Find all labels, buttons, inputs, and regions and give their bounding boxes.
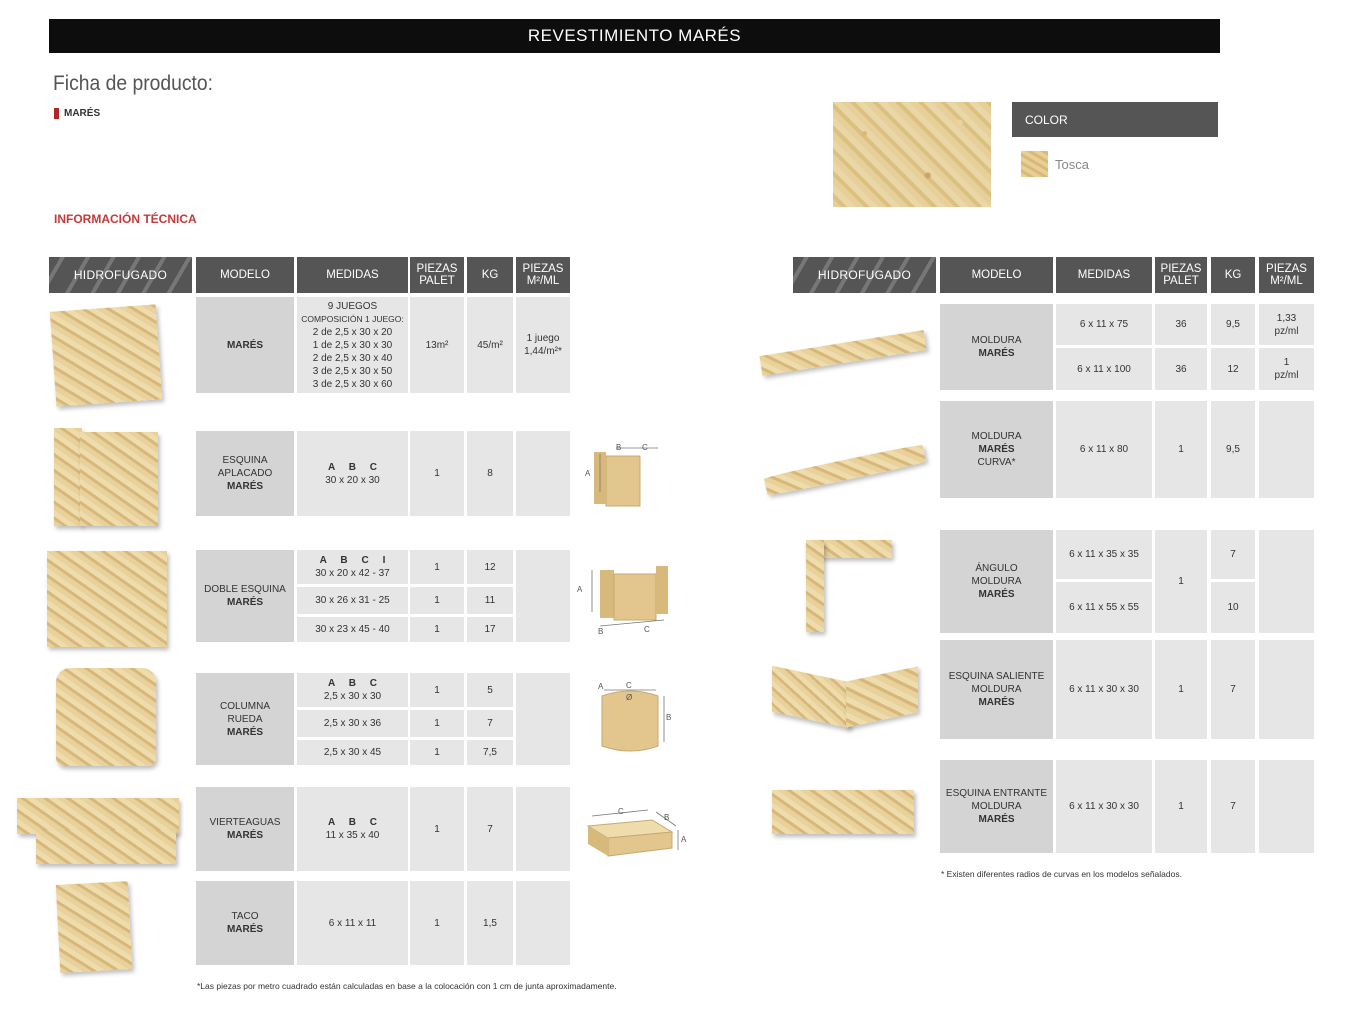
medidas-taco: 6 x 11 x 11: [297, 881, 408, 965]
palet-entrante: 1: [1155, 760, 1207, 853]
kg-angulo-1: 7: [1211, 530, 1255, 579]
header-piezas-m2: [516, 257, 570, 293]
diagram-label: A: [598, 682, 604, 691]
header-text: PALET: [1163, 275, 1199, 287]
diagram-label: C: [644, 625, 650, 634]
text: 11 x 35 x 40: [325, 830, 380, 841]
m2-moldura-1: [1259, 304, 1314, 345]
text: ESQUINA ENTRANTE: [945, 788, 1048, 799]
m2-taco: [516, 881, 570, 965]
red-marker-icon: [54, 108, 59, 119]
medidas-columna-3: 2,5 x 30 x 45: [297, 740, 408, 765]
medidas-columna-2: 2,5 x 30 x 36: [297, 710, 408, 737]
text: 9 JUEGOS: [327, 300, 378, 312]
header-medidas-right: MEDIDAS: [1056, 257, 1152, 293]
model-vierteaguas: [196, 787, 294, 871]
medidas-doble-3: 30 x 23 x 45 - 40: [297, 617, 408, 642]
kg-doble-1: 12: [467, 550, 513, 584]
text: MOLDURA: [971, 801, 1022, 812]
model-angulo: [940, 530, 1053, 633]
text: MARÉS: [978, 697, 1015, 708]
diagram-label: B: [616, 443, 622, 452]
kg-entrante: 7: [1211, 760, 1255, 853]
text: MARÉS: [226, 924, 264, 935]
diagram-label: A: [577, 585, 583, 594]
diagram-vierteaguas: [582, 804, 690, 864]
m2-saliente: [1259, 640, 1314, 739]
product-image-moldura-curva: [764, 443, 927, 496]
model-moldura: [940, 304, 1053, 390]
text: APLACADO: [217, 468, 273, 479]
medidas-saliente: 6 x 11 x 30 x 30: [1056, 640, 1152, 739]
palet-vierteaguas: 1: [410, 787, 464, 871]
kg-vierteaguas: 7: [467, 787, 513, 871]
product-image-entrante: [772, 790, 914, 834]
m2-moldura-2: [1259, 348, 1314, 390]
text: MARÉS: [226, 597, 264, 608]
text: MOLDURA: [971, 431, 1022, 442]
text: 2,5 x 30 x 30: [323, 691, 382, 702]
palet-columna-1: 1: [410, 673, 464, 707]
header-text: PALET: [419, 275, 455, 287]
ficha-item: [54, 108, 100, 119]
model-doble-esquina: [196, 550, 294, 642]
medidas-moldura-2: 6 x 11 x 100: [1056, 348, 1152, 390]
text: 30 x 20 x 42 - 37: [315, 568, 390, 579]
kg-moldura-1: 9,5: [1211, 304, 1255, 345]
medidas-doble-2: 30 x 26 x 31 - 25: [297, 587, 408, 614]
diagram-label: B: [598, 627, 604, 636]
palet-columna-2: 1: [410, 710, 464, 737]
kg-columna-3: 7,5: [467, 740, 513, 765]
product-image-saliente-left: [772, 666, 850, 729]
palet-doble-2: 1: [410, 587, 464, 614]
text: MOLDURA: [971, 576, 1022, 587]
diagram-label: C: [642, 443, 648, 452]
text: A B C: [327, 678, 378, 689]
text: MARÉS: [226, 481, 264, 492]
kg-doble-3: 17: [467, 617, 513, 642]
model-mares: MARÉS: [196, 297, 294, 393]
medidas-moldura-1: 6 x 11 x 75: [1056, 304, 1152, 345]
text: MOLDURA: [971, 335, 1022, 346]
footnote-left: *Las piezas por metro cuadrado están calculadas en base a la colocación con 1 cm de junta aproximadamente.: [197, 981, 617, 991]
model-taco: [196, 881, 294, 965]
text: 3 de 2,5 x 30 x 60: [312, 378, 393, 390]
kg-columna-2: 7: [467, 710, 513, 737]
model-columna: [196, 673, 294, 765]
text: 1: [1283, 357, 1290, 368]
footnote-right: * Existen diferentes radios de curvas en los modelos señalados.: [941, 869, 1182, 879]
medidas-angulo-2: 6 x 11 x 55 x 55: [1056, 582, 1152, 633]
text: MARÉS: [978, 444, 1015, 455]
kg-saliente: 7: [1211, 640, 1255, 739]
palet-saliente: 1: [1155, 640, 1207, 739]
medidas-esquina: [297, 431, 408, 516]
diagram-label: A: [585, 469, 591, 478]
color-header: COLOR: [1012, 102, 1218, 137]
header-text: PIEZAS: [1266, 263, 1307, 275]
text: MARÉS: [226, 830, 264, 841]
m2-doble: [516, 550, 570, 642]
header-kg: KG: [467, 257, 513, 293]
ficha-item-label: MARÉS: [64, 108, 101, 119]
product-image-columna: [56, 668, 156, 766]
kg-moldura-curva: 9,5: [1211, 401, 1255, 498]
info-title: INFORMACIÓN TÉCNICA: [54, 212, 197, 226]
header-text: M²/ML: [1270, 275, 1303, 287]
kg-esquina: 8: [467, 431, 513, 516]
text: 3 de 2,5 x 30 x 50: [312, 365, 393, 377]
model-saliente: [940, 640, 1053, 739]
product-image-mares: [50, 304, 162, 406]
header-kg-right: KG: [1211, 257, 1255, 293]
diagram-label: B: [664, 813, 670, 822]
product-image-vierteaguas: [36, 830, 176, 864]
medidas-mares: [297, 297, 408, 393]
product-image-esquina-side: [54, 428, 82, 526]
page-banner: REVESTIMIENTO MARÉS: [49, 19, 1220, 53]
medidas-entrante: 6 x 11 x 30 x 30: [1056, 760, 1152, 853]
m2-esquina: [516, 431, 570, 516]
palet-moldura-1: 36: [1155, 304, 1207, 345]
text: VIERTEAGUAS: [209, 817, 281, 828]
m2-mares: [516, 297, 570, 393]
header-modelo: MODELO: [196, 257, 294, 293]
diagram-columna: [594, 680, 676, 758]
text: CURVA*: [977, 457, 1016, 468]
palet-angulo: 1: [1155, 530, 1207, 633]
text: pz/ml: [1274, 325, 1299, 337]
text: A B C: [327, 461, 378, 473]
palet-esquina: 1: [410, 431, 464, 516]
text: MARÉS: [978, 348, 1015, 359]
palet-mares: 13m²: [410, 297, 464, 393]
text: 1 de 2,5 x 30 x 30: [312, 339, 393, 351]
text: COMPOSICIÓN 1 JUEGO:: [301, 313, 404, 324]
text: RUEDA: [227, 713, 263, 725]
medidas-vierteaguas: [297, 787, 408, 871]
palet-doble-1: 1: [410, 550, 464, 584]
text: COLUMNA: [219, 700, 270, 712]
diagram-label: B: [666, 713, 672, 722]
medidas-moldura-curva: 6 x 11 x 80: [1056, 401, 1152, 498]
color-chip-tosca[interactable]: [1021, 151, 1048, 177]
text: 1,44/m²*: [524, 346, 562, 357]
text: ESQUINA: [222, 455, 268, 466]
medidas-columna-1: [297, 673, 408, 707]
m2-entrante: [1259, 760, 1314, 853]
model-moldura-curva: [940, 401, 1053, 498]
text: 1 juego: [526, 333, 560, 344]
m2-moldura-curva: [1259, 401, 1314, 498]
product-image-moldura: [759, 330, 926, 376]
text: TACO: [231, 911, 259, 922]
product-image-doble-esquina: [47, 551, 167, 647]
text: pz/ml: [1274, 370, 1299, 381]
product-image-angulo-side: [806, 540, 824, 632]
product-image-saliente-right: [846, 666, 918, 727]
kg-angulo-2: 10: [1211, 582, 1255, 633]
stone-texture-image: [833, 102, 991, 207]
palet-doble-3: 1: [410, 617, 464, 642]
diagram-label: C: [618, 807, 624, 816]
kg-columna-1: 5: [467, 673, 513, 707]
text: MOLDURA: [971, 684, 1022, 695]
kg-taco: 1,5: [467, 881, 513, 965]
color-name: Tosca: [1055, 157, 1089, 172]
product-image-taco: [56, 881, 133, 973]
diagram-label: A: [681, 835, 687, 844]
m2-vierteaguas: [516, 787, 570, 871]
palet-moldura-2: 36: [1155, 348, 1207, 390]
header-text: M²/ML: [526, 275, 560, 287]
header-piezas-palet: [410, 257, 464, 293]
text: 2 de 2,5 x 30 x 20: [312, 326, 393, 338]
model-esquina: [196, 431, 294, 516]
diagram-label: Ø: [626, 693, 633, 702]
palet-columna-3: 1: [410, 740, 464, 765]
text: MARÉS: [226, 726, 264, 738]
text: 2 de 2,5 x 30 x 40: [312, 352, 393, 364]
diagram-label: C: [626, 681, 632, 690]
text: MARÉS: [978, 589, 1015, 600]
header-text: PIEZAS: [1160, 263, 1202, 275]
diagram-esquina: [580, 440, 670, 510]
diagram-doble-esquina: [574, 560, 674, 636]
product-image-esquina: [80, 432, 158, 526]
medidas-doble-1: [297, 550, 408, 584]
text: 30 x 20 x 30: [325, 474, 380, 486]
header-hidrofugado-right: HIDROFUGADO: [793, 257, 936, 293]
header-text: PIEZAS: [416, 263, 458, 275]
header-modelo-right: MODELO: [940, 257, 1053, 293]
model-entrante: [940, 760, 1053, 853]
text: MARÉS: [978, 814, 1015, 825]
text: 1,33: [1276, 312, 1297, 324]
palet-taco: 1: [410, 881, 464, 965]
product-image-vierteaguas-top: [17, 798, 179, 834]
kg-doble-2: 11: [467, 587, 513, 614]
header-text: PIEZAS: [522, 263, 564, 275]
text: A B C I: [319, 555, 386, 566]
text: A B C: [327, 817, 378, 828]
header-piezas-m2-right: [1259, 257, 1314, 293]
header-medidas: MEDIDAS: [297, 257, 408, 293]
medidas-angulo-1: 6 x 11 x 35 x 35: [1056, 530, 1152, 579]
ficha-title: Ficha de producto:: [53, 72, 214, 95]
palet-moldura-curva: 1: [1155, 401, 1207, 498]
header-hidrofugado: HIDROFUGADO: [49, 257, 192, 293]
kg-mares: 45/m²: [467, 297, 513, 393]
m2-angulo: [1259, 530, 1314, 633]
text: DOBLE ESQUINA: [204, 584, 286, 595]
header-piezas-palet-right: [1155, 257, 1207, 293]
text: ESQUINA SALIENTE: [948, 671, 1045, 682]
m2-columna: [516, 673, 570, 765]
kg-moldura-2: 12: [1211, 348, 1255, 390]
text: ÁNGULO: [975, 563, 1018, 574]
